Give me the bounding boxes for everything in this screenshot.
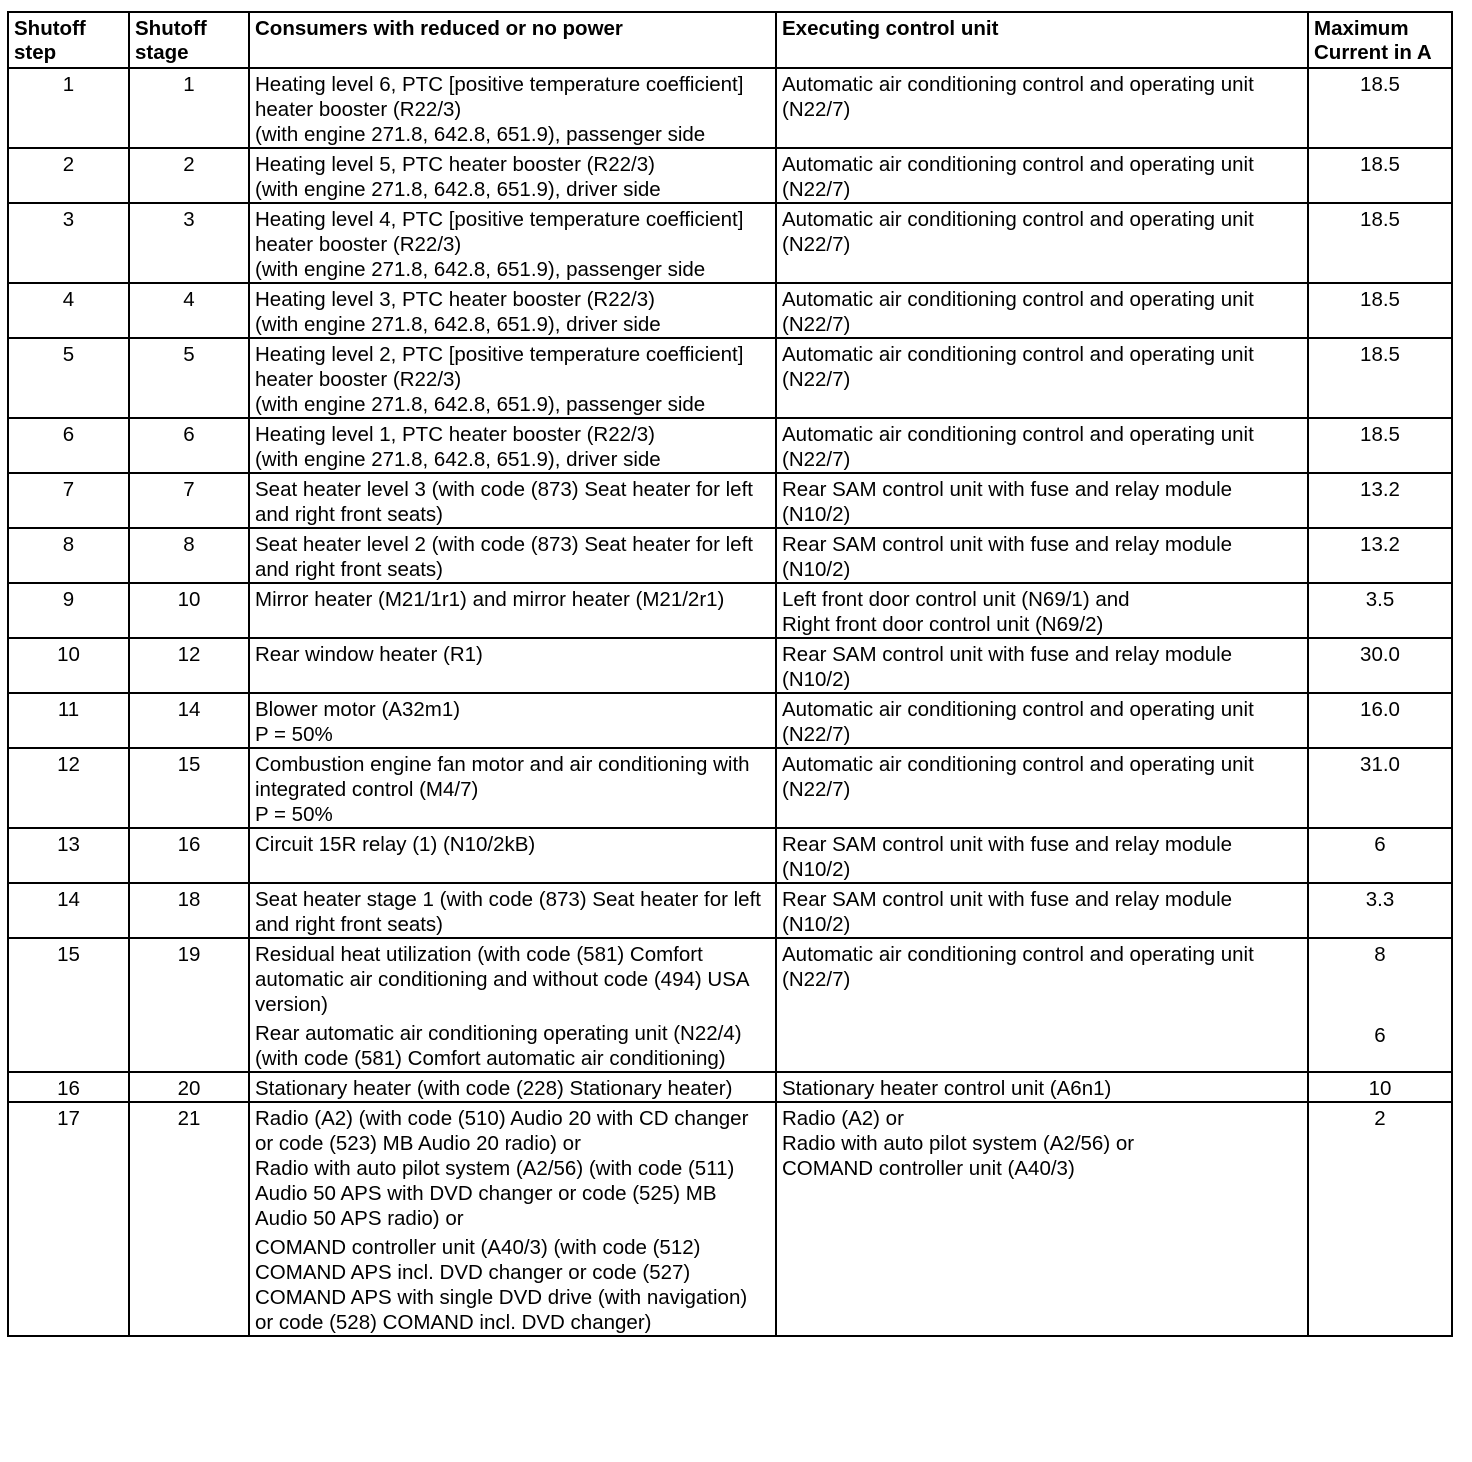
control-unit-text: Rear SAM control unit with fuse and relay module (N10/2) (782, 833, 1233, 881)
consumer-text: Rear automatic air conditioning operating unit (N22/4) (with code (581) Comfort automatic air conditioning) (255, 1022, 742, 1070)
max-current-cell (1308, 583, 1452, 638)
consumers-cell (249, 883, 776, 938)
consumers-cell (249, 583, 776, 638)
shutoff-step-cell (8, 883, 129, 938)
consumer-text: Heating level 6, PTC [positive temperature coefficient] heater booster (R22/3) (with engine 271.8, 642.8, 651.9), passenger side (255, 73, 744, 146)
shutoff-stage-cell (129, 418, 249, 473)
control-unit-text: Automatic air conditioning control and operating unit (N22/7) (782, 698, 1254, 746)
max-current-cell (1308, 828, 1452, 883)
control-unit-text: Radio (A2) or Radio with auto pilot system (A2/56) or COMAND controller unit (A40/3) (782, 1107, 1135, 1180)
max-current-value: 18.5 (1360, 153, 1400, 176)
shutoff-stage-value: 21 (177, 1107, 201, 1130)
control-unit-cell (776, 203, 1308, 283)
consumers-cell (249, 418, 776, 473)
consumers-cell (249, 283, 776, 338)
control-unit-text: Automatic air conditioning control and operating unit (N22/7) (782, 288, 1254, 336)
max-current-cell (1308, 1102, 1452, 1336)
shutoff-stage-value: 6 (183, 423, 195, 446)
shutoff-step-cell (8, 338, 129, 418)
shutoff-step-value: 17 (57, 1107, 80, 1130)
load-shedding-table (7, 11, 1453, 1337)
shutoff-step-cell (8, 1102, 129, 1336)
consumer-text: COMAND controller unit (A40/3) (with code (512) COMAND APS incl. DVD changer or code (527) COMAND APS with single DVD drive (with navigation) or code (528) COMAND incl. DVD changer) (255, 1236, 748, 1334)
control-unit-text: Automatic air conditioning control and operating unit (N22/7) (782, 423, 1254, 471)
consumers-cell (249, 148, 776, 203)
shutoff-step-value: 16 (57, 1077, 80, 1100)
header-consumers: Consumers with reduced or no power (249, 12, 776, 68)
shutoff-stage-cell (129, 693, 249, 748)
control-unit-text: Rear SAM control unit with fuse and relay module (N10/2) (782, 888, 1233, 936)
consumer-text: Blower motor (A32m1) P = 50% (255, 698, 461, 746)
control-unit-text: Left front door control unit (N69/1) and Right front door control unit (N69/2) (782, 588, 1130, 636)
shutoff-step-cell (8, 693, 129, 748)
max-current-value: 18.5 (1360, 208, 1400, 231)
control-unit-text: Rear SAM control unit with fuse and relay module (N10/2) (782, 478, 1233, 526)
consumers-cell (249, 68, 776, 148)
max-current-value: 13.2 (1360, 478, 1400, 501)
shutoff-stage-cell (129, 473, 249, 528)
shutoff-step-cell (8, 583, 129, 638)
control-unit-text: Automatic air conditioning control and operating unit (N22/7) (782, 153, 1254, 201)
shutoff-step-value: 8 (62, 533, 75, 556)
shutoff-step-cell (8, 638, 129, 693)
shutoff-step-value: 1 (62, 73, 75, 96)
shutoff-step-cell (8, 283, 129, 338)
shutoff-step-cell (8, 748, 129, 828)
consumer-text: Residual heat utilization (with code (581) Comfort automatic air conditioning and without code (494) USA version) (255, 943, 749, 1016)
table-row (8, 68, 1452, 148)
shutoff-step-value: 5 (62, 343, 75, 366)
consumer-text: Heating level 1, PTC heater booster (R22/3) (with engine 271.8, 642.8, 651.9), driver side (255, 423, 661, 471)
shutoff-step-value: 9 (62, 588, 75, 611)
table-body (8, 68, 1452, 1336)
shutoff-stage-value: 20 (177, 1077, 201, 1100)
shutoff-stage-value: 1 (183, 73, 195, 96)
shutoff-step-cell (8, 473, 129, 528)
control-unit-cell (776, 748, 1308, 828)
max-current-value: 31.0 (1360, 753, 1400, 776)
header-executing-control-unit: Executing control unit (776, 12, 1308, 68)
max-current-value: 3.5 (1365, 588, 1395, 611)
consumer-text: Combustion engine fan motor and air conditioning with integrated control (M4/7) P = 50% (255, 753, 750, 826)
shutoff-stage-value: 2 (183, 153, 195, 176)
shutoff-step-value: 15 (57, 943, 80, 966)
shutoff-step-cell (8, 938, 129, 1072)
max-current-value: 18.5 (1360, 343, 1400, 366)
consumer-text: Heating level 2, PTC [positive temperature coefficient] heater booster (R22/3) (with engine 271.8, 642.8, 651.9), passenger side (255, 343, 744, 416)
shutoff-stage-cell (129, 68, 249, 148)
table-row (8, 748, 1452, 828)
table-header (8, 12, 1452, 68)
consumer-text: Circuit 15R relay (1) (N10/2kB) (255, 833, 536, 856)
shutoff-stage-cell (129, 203, 249, 283)
table-row (8, 338, 1452, 418)
shutoff-stage-value: 18 (177, 888, 201, 911)
max-current-cell (1308, 938, 1452, 1072)
table-row (8, 283, 1452, 338)
max-current-cell (1308, 148, 1452, 203)
control-unit-text: Automatic air conditioning control and operating unit (N22/7) (782, 208, 1254, 256)
table-row (8, 203, 1452, 283)
consumers-cell (249, 528, 776, 583)
control-unit-cell (776, 68, 1308, 148)
control-unit-text: Automatic air conditioning control and operating unit (N22/7) (782, 753, 1254, 801)
control-unit-text: Rear SAM control unit with fuse and relay module (N10/2) (782, 643, 1233, 691)
control-unit-cell (776, 828, 1308, 883)
max-current-value: 8 (1374, 943, 1386, 966)
consumer-text: Heating level 3, PTC heater booster (R22/3) (with engine 271.8, 642.8, 651.9), driver side (255, 288, 661, 336)
shutoff-stage-cell (129, 283, 249, 338)
max-current-value: 10 (1368, 1077, 1392, 1100)
max-current-cell (1308, 528, 1452, 583)
consumers-cell (249, 693, 776, 748)
control-unit-cell (776, 1102, 1308, 1336)
max-current-value: 6 (1374, 1024, 1386, 1047)
control-unit-cell (776, 283, 1308, 338)
consumers-cell (249, 338, 776, 418)
max-current-cell (1308, 203, 1452, 283)
shutoff-step-cell (8, 418, 129, 473)
shutoff-stage-value: 16 (177, 833, 201, 856)
shutoff-step-value: 12 (57, 753, 80, 776)
max-current-value: 13.2 (1360, 533, 1400, 556)
consumers-cell (249, 938, 776, 1072)
max-current-value: 2 (1374, 1107, 1386, 1130)
shutoff-step-value: 2 (62, 153, 75, 176)
control-unit-cell (776, 418, 1308, 473)
control-unit-text: Stationary heater control unit (A6n1) (782, 1077, 1112, 1100)
shutoff-stage-cell (129, 1072, 249, 1102)
consumers-cell (249, 203, 776, 283)
max-current-cell (1308, 283, 1452, 338)
shutoff-step-value: 10 (57, 643, 80, 666)
shutoff-step-cell (8, 1072, 129, 1102)
shutoff-stage-cell (129, 583, 249, 638)
shutoff-step-value: 3 (62, 208, 75, 231)
consumer-text: Seat heater level 2 (with code (873) Seat heater for left and right front seats) (255, 533, 753, 581)
table-row (8, 583, 1452, 638)
control-unit-cell (776, 338, 1308, 418)
consumers-cell (249, 473, 776, 528)
control-unit-cell (776, 693, 1308, 748)
shutoff-stage-value: 12 (177, 643, 201, 666)
max-current-value: 30.0 (1360, 643, 1400, 666)
shutoff-step-value: 11 (57, 698, 80, 721)
control-unit-cell (776, 938, 1308, 1072)
control-unit-text: Automatic air conditioning control and operating unit (N22/7) (782, 73, 1254, 121)
shutoff-stage-cell (129, 148, 249, 203)
consumer-text: Rear window heater (R1) (255, 643, 483, 666)
consumer-text: Heating level 5, PTC heater booster (R22/3) (with engine 271.8, 642.8, 651.9), driver side (255, 153, 661, 201)
table-row (8, 828, 1452, 883)
shutoff-stage-value: 5 (183, 343, 195, 366)
shutoff-stage-value: 7 (183, 478, 195, 501)
max-current-cell (1308, 1072, 1452, 1102)
table-row (8, 1102, 1452, 1336)
consumer-text: Seat heater stage 1 (with code (873) Seat heater for left and right front seats) (255, 888, 761, 936)
header-shutoff-step: Shutoff step (8, 12, 129, 68)
table-row (8, 883, 1452, 938)
control-unit-cell (776, 1072, 1308, 1102)
shutoff-step-cell (8, 828, 129, 883)
consumer-text: Heating level 4, PTC [positive temperature coefficient] heater booster (R22/3) (with engine 271.8, 642.8, 651.9), passenger side (255, 208, 744, 281)
max-current-value: 18.5 (1360, 288, 1400, 311)
table-row (8, 693, 1452, 748)
shutoff-stage-cell (129, 938, 249, 1072)
consumers-cell (249, 638, 776, 693)
max-current-cell (1308, 418, 1452, 473)
control-unit-text: Automatic air conditioning control and operating unit (N22/7) (782, 943, 1254, 991)
consumer-text: Mirror heater (M21/1r1) and mirror heater (M21/2r1) (255, 588, 725, 611)
shutoff-step-value: 13 (57, 833, 80, 856)
shutoff-step-value: 6 (62, 423, 75, 446)
consumer-text: Seat heater level 3 (with code (873) Seat heater for left and right front seats) (255, 478, 753, 526)
table-row (8, 473, 1452, 528)
shutoff-stage-cell (129, 883, 249, 938)
max-current-cell (1308, 68, 1452, 148)
shutoff-stage-value: 10 (177, 588, 201, 611)
consumers-cell (249, 748, 776, 828)
consumer-text: Radio (A2) (with code (510) Audio 20 with CD changer or code (523) MB Audio 20 radio) or Radio with auto pilot system (A2/56) (with code (511) Audio 50 APS with DVD changer or code (525) MB Audio 50 APS radio) or (255, 1107, 749, 1230)
max-current-cell (1308, 473, 1452, 528)
table-row (8, 1072, 1452, 1102)
shutoff-stage-value: 4 (183, 288, 195, 311)
shutoff-step-cell (8, 148, 129, 203)
shutoff-step-value: 14 (57, 888, 80, 911)
shutoff-step-cell (8, 203, 129, 283)
table-row (8, 528, 1452, 583)
shutoff-step-cell (8, 68, 129, 148)
consumer-text: Stationary heater (with code (228) Stationary heater) (255, 1077, 733, 1100)
consumers-cell (249, 1072, 776, 1102)
shutoff-stage-cell (129, 828, 249, 883)
max-current-cell (1308, 748, 1452, 828)
max-current-value: 3.3 (1365, 888, 1395, 911)
shutoff-stage-value: 19 (177, 943, 201, 966)
shutoff-step-cell (8, 528, 129, 583)
shutoff-stage-value: 15 (177, 753, 201, 776)
control-unit-cell (776, 473, 1308, 528)
shutoff-step-value: 7 (62, 478, 75, 501)
control-unit-cell (776, 883, 1308, 938)
max-current-value: 18.5 (1360, 423, 1400, 446)
max-current-cell (1308, 883, 1452, 938)
table-row (8, 148, 1452, 203)
control-unit-cell (776, 583, 1308, 638)
max-current-cell (1308, 338, 1452, 418)
shutoff-stage-cell (129, 638, 249, 693)
shutoff-stage-cell (129, 748, 249, 828)
header-shutoff-stage: Shutoff stage (129, 12, 249, 68)
consumers-cell (249, 828, 776, 883)
control-unit-text: Automatic air conditioning control and operating unit (N22/7) (782, 343, 1254, 391)
table-row (8, 418, 1452, 473)
control-unit-cell (776, 148, 1308, 203)
shutoff-stage-value: 14 (177, 698, 201, 721)
consumers-cell (249, 1102, 776, 1336)
shutoff-stage-cell (129, 528, 249, 583)
max-current-cell (1308, 693, 1452, 748)
max-current-value: 6 (1374, 833, 1386, 856)
shutoff-stage-value: 3 (183, 208, 195, 231)
max-current-cell (1308, 638, 1452, 693)
table-row (8, 638, 1452, 693)
shutoff-step-value: 4 (62, 288, 75, 311)
max-current-value: 16.0 (1360, 698, 1400, 721)
shutoff-stage-cell (129, 1102, 249, 1336)
shutoff-stage-cell (129, 338, 249, 418)
control-unit-cell (776, 638, 1308, 693)
shutoff-stage-value: 8 (183, 533, 195, 556)
header-maximum-current: Maximum Current in A (1308, 12, 1452, 68)
max-current-value: 18.5 (1360, 73, 1400, 96)
table-row (8, 938, 1452, 1072)
control-unit-cell (776, 528, 1308, 583)
header-row (8, 12, 1452, 68)
control-unit-text: Rear SAM control unit with fuse and relay module (N10/2) (782, 533, 1233, 581)
